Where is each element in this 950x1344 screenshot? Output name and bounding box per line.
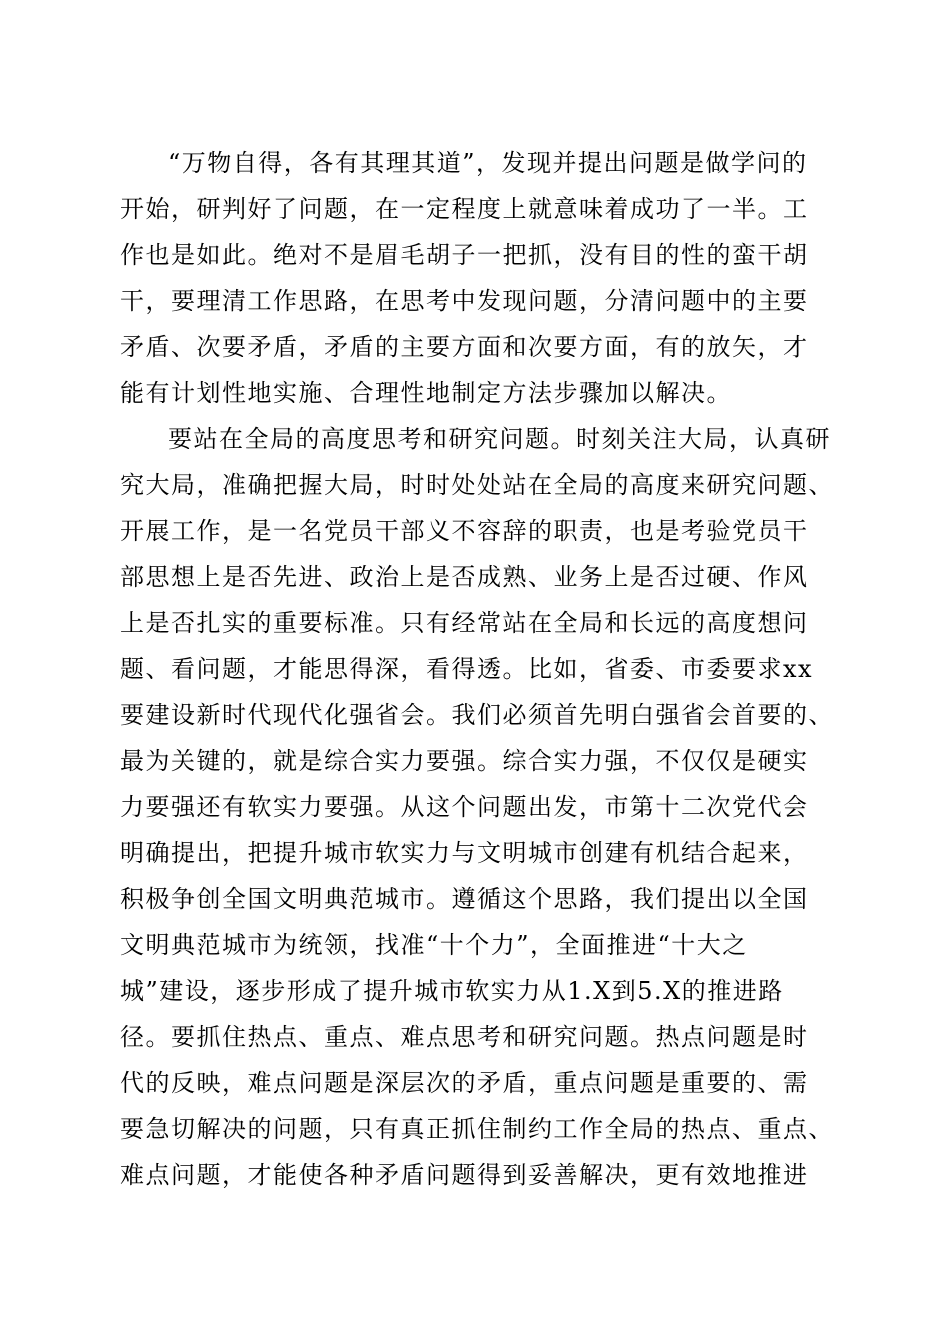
- text-line: 城”建设，逐步形成了提升城市软实力从1.X到5.X的推进路: [120, 977, 784, 1005]
- text-line: 难点问题，才能使各种矛盾问题得到妥善解决，更有效地推进: [120, 1161, 809, 1189]
- text-line: 开始，研判好了问题，在一定程度上就意味着成功了一半。工: [120, 195, 809, 223]
- paragraph-2: [120, 416, 840, 1198]
- text-line: “万物自得，各有其理其道”，发现并提出问题是做学问的: [168, 149, 808, 177]
- text-line: 究大局，准确把握大局，时时处处站在全局的高度来研究问题、: [120, 471, 834, 499]
- text-line: 开展工作，是一名党员干部义不容辞的职责，也是考验党员干: [120, 517, 809, 545]
- text-line: 能有计划性地实施、合理性地制定方法步骤加以解决。: [120, 379, 732, 407]
- text-line: 要建设新时代现代化强省会。我们必须首先明白强省会首要的、: [120, 701, 834, 729]
- text-line: 明确提出，把提升城市软实力与文明城市创建有机结合起来，: [120, 839, 809, 867]
- text-line: 力要强还有软实力要强。从这个问题出发，市第十二次党代会: [120, 793, 809, 821]
- text-line: 矛盾、次要矛盾，矛盾的主要方面和次要方面，有的放矢，才: [120, 333, 809, 361]
- text-line: 部思想上是否先进、政治上是否成熟、业务上是否过硬、作风: [120, 563, 809, 591]
- paragraph-1: [120, 140, 840, 416]
- text-line: 积极争创全国文明典范城市。遵循这个思路，我们提出以全国: [120, 885, 809, 913]
- text-line: 径。要抓住热点、重点、难点思考和研究问题。热点问题是时: [120, 1023, 809, 1051]
- text-line: 要急切解决的问题，只有真正抓住制约工作全局的热点、重点、: [120, 1115, 834, 1143]
- text-line: 文明典范城市为统领，找准“十个力”，全面推进“十大之: [120, 931, 748, 959]
- document-body: [120, 140, 840, 1198]
- text-line: 题、看问题，才能思得深，看得透。比如，省委、市委要求xx: [120, 655, 814, 683]
- text-line: 作也是如此。绝对不是眉毛胡子一把抓，没有目的性的蛮干胡: [120, 241, 809, 269]
- text-line: 干，要理清工作思路，在思考中发现问题，分清问题中的主要: [120, 287, 809, 315]
- text-line: 代的反映，难点问题是深层次的矛盾，重点问题是重要的、需: [120, 1069, 809, 1097]
- text-line: 上是否扎实的重要标准。只有经常站在全局和长远的高度想问: [120, 609, 809, 637]
- text-line: 最为关键的，就是综合实力要强。综合实力强，不仅仅是硬实: [120, 747, 809, 775]
- text-line: 要站在全局的高度思考和研究问题。时刻关注大局，认真研: [168, 425, 831, 453]
